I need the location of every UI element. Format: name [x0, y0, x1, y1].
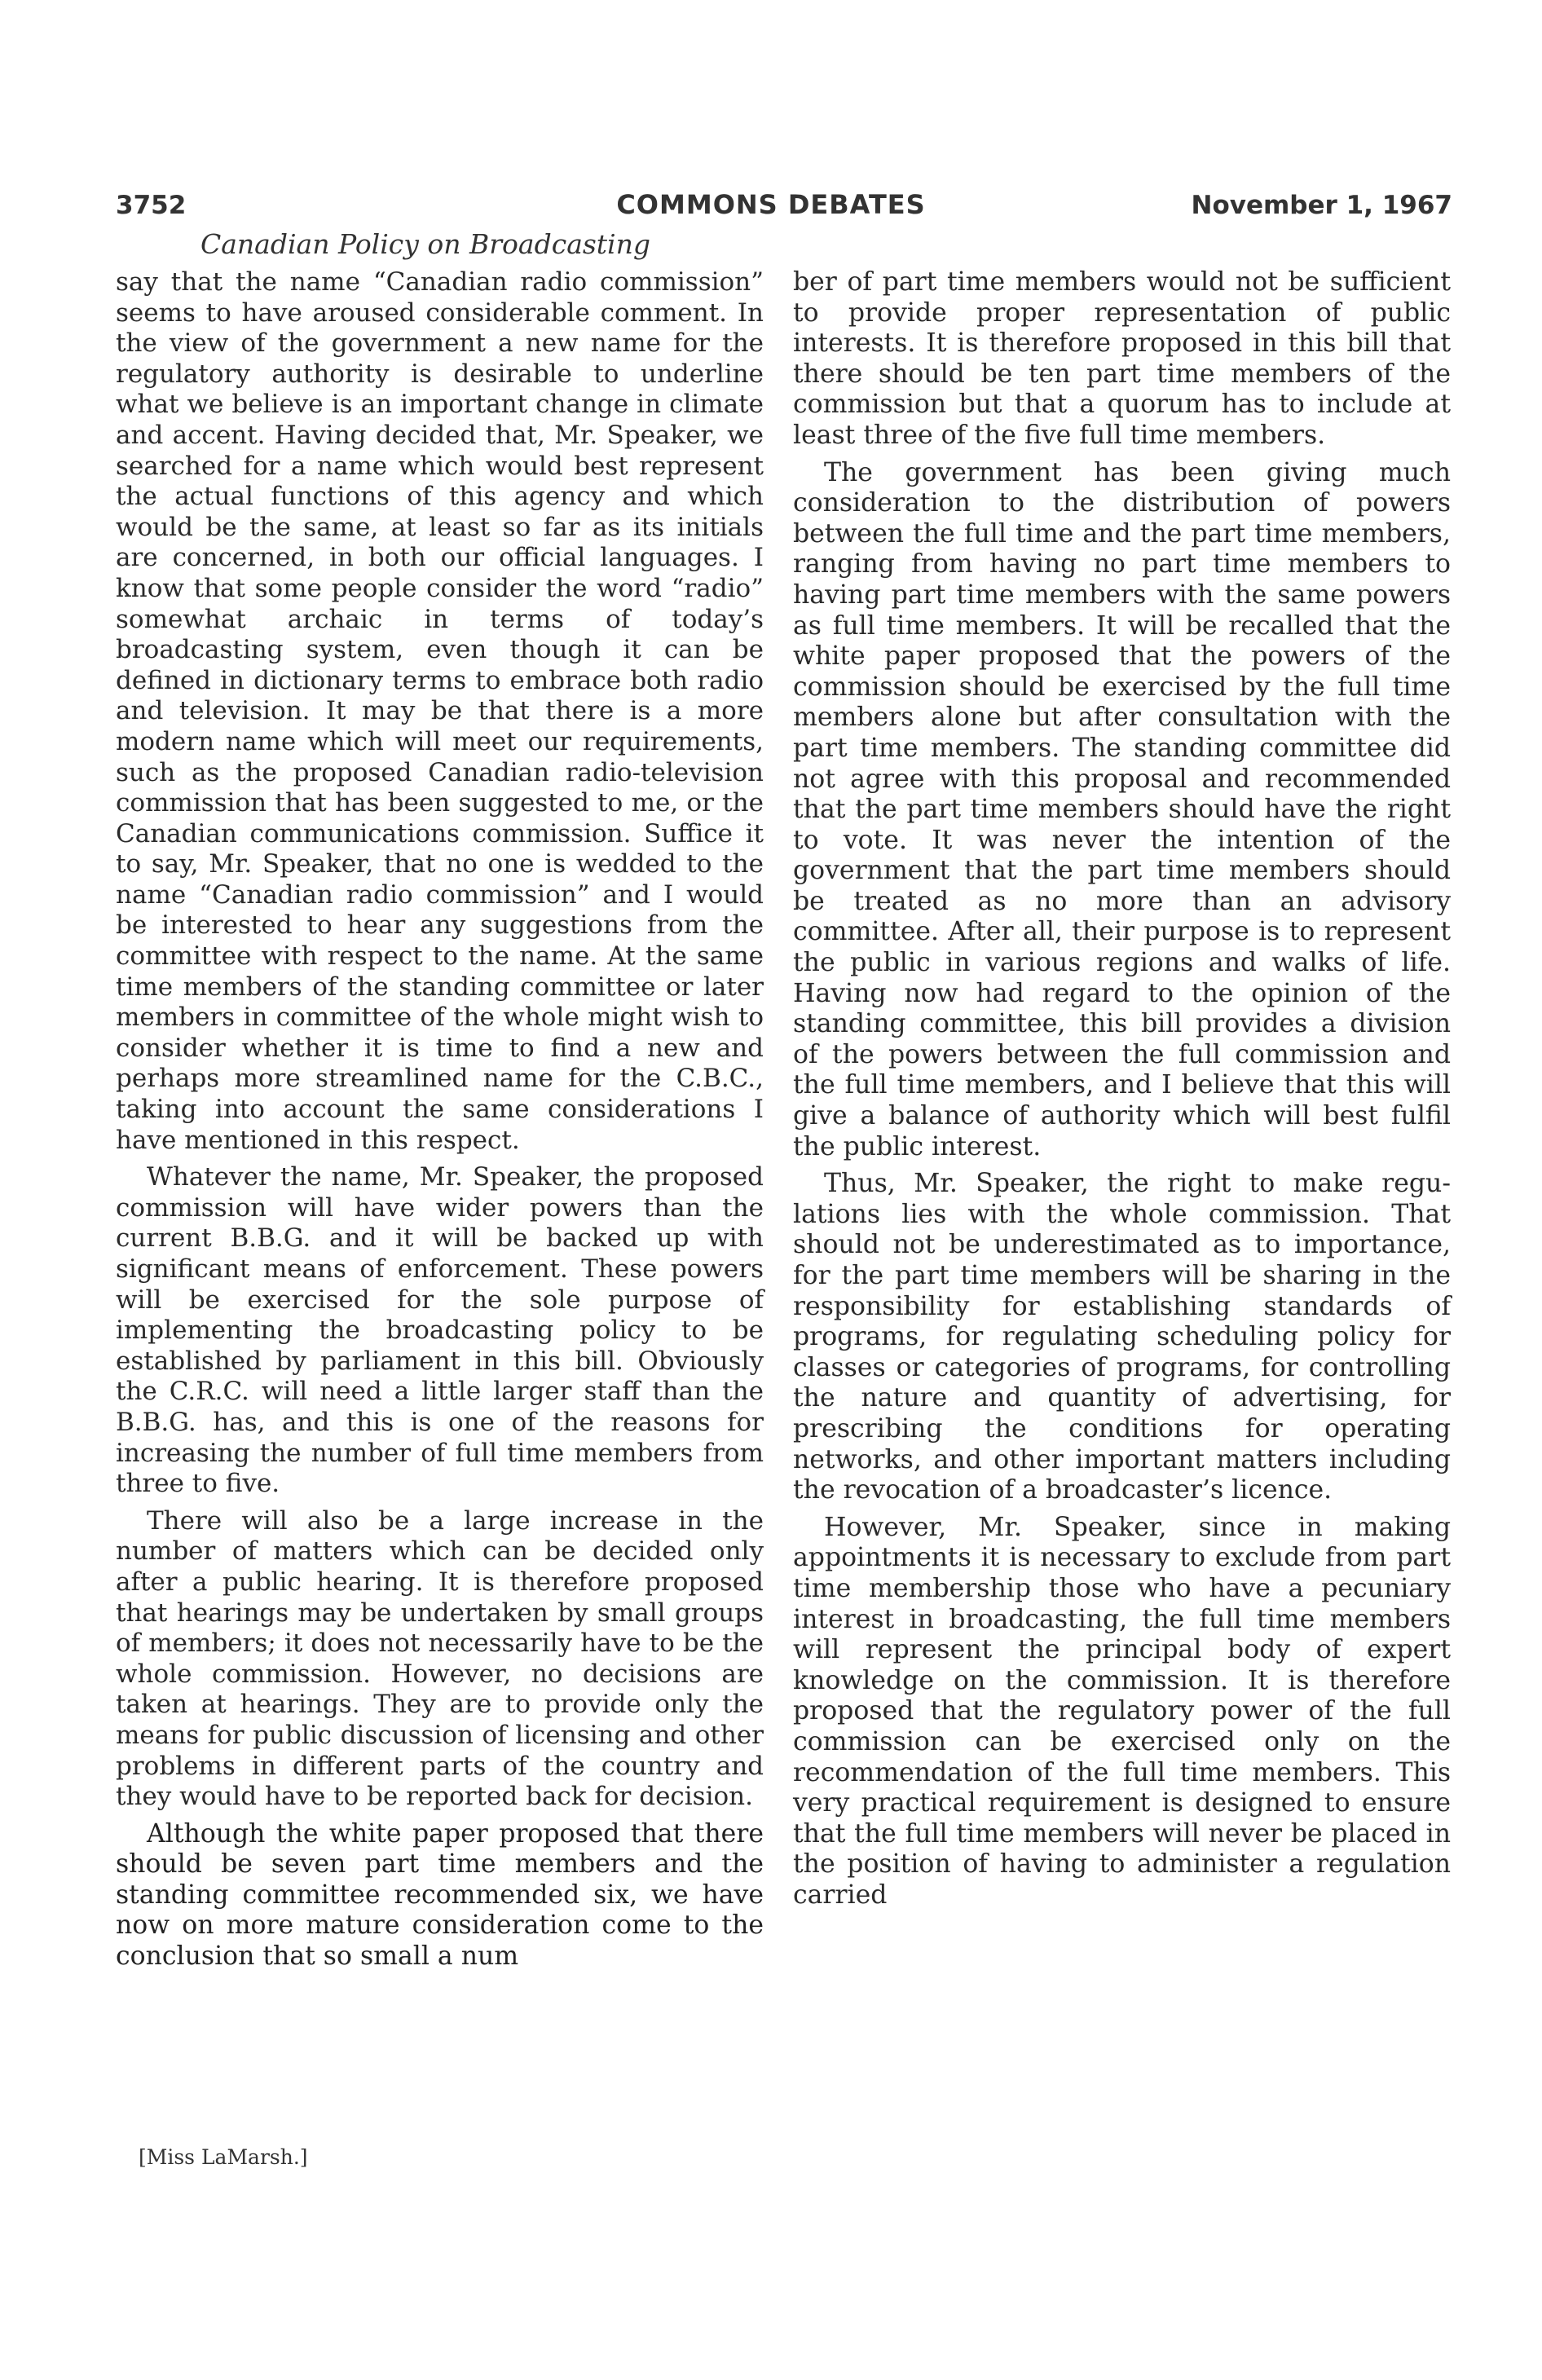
paragraph: Whatever the name, Mr. Speaker, the proposed commission will have wider powers than the current B.B.G. and it will be backed up with significant means of enforcement. These powers will be exercised for the sole purpose of implementing the broadcasting policy to be established by parliament in this bill. Obviously the C.R.C. will need a little larger staff than the B.B.G. has, and this is one of the reasons for increasing the number of full time members from three to five.	[116, 1162, 764, 1499]
paragraph: Although the white paper proposed that there should be seven part time members and the standing committee recommended six, we have now on more mature consideration come to the conclusion that so small a num	[116, 1818, 764, 1972]
page-date: November 1, 1967	[1191, 191, 1452, 220]
paragraph: The government has been giving much consideration to the distribution of powers between the full time and the part time members, ranging from having no part time members to having part time members with the same powers as full time members. It will be recalled that the white paper proposed that the powers of the commission should be exercised by the full time members alone but after consultation with the part time members. The standing committee did not agree with this proposal and recommended that the part time members should have the right to vote. It was never the intention of the government that the part time members should be treated as no more than an advisory committee. After all, their purpose is to represent the public in various regions and walks of life. Having now had regard to the opinion of the standing committee, this bill provides a division of the powers between the full commission and the full time members, and I believe that this will give a balance of authority which will best fulfil the public interest.	[793, 457, 1451, 1161]
page-number: 3752	[116, 191, 187, 220]
paragraph: There will also be a large increase in the number of matters which can be decided only after a public hearing. It is therefore proposed that hearings may be undertaken by small groups of members; it does not necessarily have to be the whole commission. However, no decisions are taken at hearings. They are to provide only the means for public discussion of licensing and other problems in different parts of the country and they would have to be reported back for decision.	[116, 1505, 764, 1812]
paragraph: Thus, Mr. Speaker, the right to make regulations lies with the whole commission. That should not be underestimated as to importance, for the part time members will be sharing in the responsibility for establishing standards of programs, for regulating scheduling policy for classes or categories of programs, for controlling the nature and quantity of advertising, for prescribing the conditions for operating networks, and other important matters including the revocation of a broadcaster’s licence.	[793, 1169, 1451, 1505]
left-column	[116, 267, 764, 1972]
speaker-tag: [Miss LaMarsh.]	[139, 2145, 308, 2169]
paragraph: ber of part time members would not be sufficient to provide proper representation of public interests. It is therefore proposed in this bill that there should be ten part time members of the commission but that a quorum has to include at least three of the five full time members.	[793, 267, 1451, 450]
subject-heading: Canadian Policy on Broadcasting	[200, 228, 650, 260]
running-head-title: COMMONS DEBATES	[616, 189, 926, 220]
paragraph: say that the name “Canadian radio commission” seems to have aroused considerable comment. In the view of the government a new name for the regulatory authority is desirable to underline what we believe is an important change in climate and accent. Having decided that, Mr. Speaker, we searched for a name which would best represent the actual functions of this agency and which would be the same, at least so far as its initials are concerned, in both our official languages. I know that some people consider the word “radio” somewhat archaic in terms of today’s broadcasting system, even though it can be defined in dictionary terms to embrace both radio and television. It may be that there is a more modern name which will meet our requirements, such as the proposed Canadian radio-television commission that has been suggested to me, or the Canadian communications commission. Suffice it to say, Mr. Speaker, that no one is wedded to the name “Canadian radio commission” and I would be interested to hear any suggestions from the committee with respect to the name. At the same time members of the standing committee or later members in committee of the whole might wish to consider whether it is time to find a new and perhaps more streamlined name for the C.B.C., taking into account the same considerations I have mentioned in this respect.	[116, 267, 764, 1155]
paragraph: However, Mr. Speaker, since in making appointments it is necessary to exclude from part time membership those who have a pecuniary interest in broadcasting, the full time members will represent the principal body of expert knowledge on the commission. It is therefore proposed that the regulatory power of the full commission can be exercised only on the recommendation of the full time members. This very practical requirement is designed to ensure that the full time members will never be placed in the position of having to administer a regulation carried	[793, 1512, 1451, 1910]
right-column	[793, 267, 1451, 1911]
